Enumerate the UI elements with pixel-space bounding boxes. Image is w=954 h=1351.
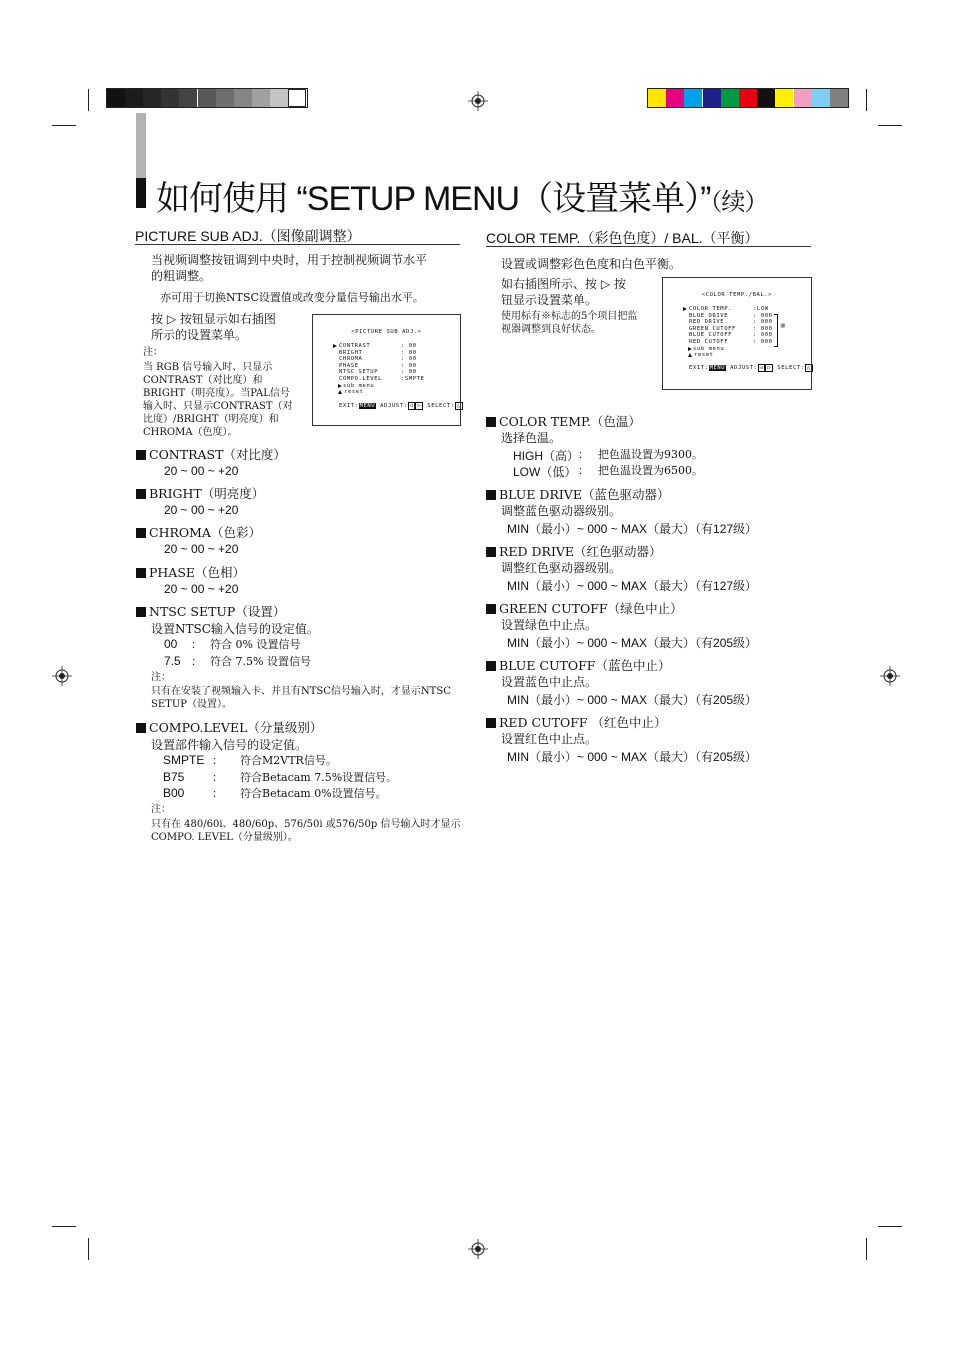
picture-sub-adj-menu-illustration [312,314,461,426]
option-key: SMPTE [163,753,205,767]
menu-row-value: :LOW [753,306,769,312]
press-instruction: 按 ▷ 按钮显示如右插图 [151,312,276,326]
footer-select-key: △ [456,403,461,409]
adjust-item [136,445,286,463]
option-value: 把色温设置为9300。 [598,448,703,461]
option-value: 符合Betacam 0%设置信号。 [240,787,387,800]
menu-row-label: COMPO.LEVEL [339,376,383,382]
item-desc: 设置部件输入信号的设定值。 [151,738,308,752]
adjust-item [136,563,245,581]
menu-footer [339,402,463,410]
bullet-square-icon [136,489,146,499]
item-range: MIN（最小）~ 000 ~ MAX（最大）（有205级） [507,693,758,707]
option-key: 7.5 [164,654,181,668]
menu-row-value: : 00 [401,362,417,369]
cursor-arrow-icon [683,307,687,311]
side-tab [136,113,146,179]
footer-exit-label: EXIT: [689,365,709,371]
item-range: MIN（最小）~ 000 ~ MAX（最大）（有127级） [507,579,758,593]
item-ntsc-setup [136,602,285,620]
note-text: COMPO. LEVEL（分量级别）。 [151,832,298,843]
menu-row-value: : 00 [401,343,417,349]
item-name: BRIGHT（明亮度） [149,486,265,501]
option-value: 把色温设置为6500。 [598,464,703,477]
reset-triangle-icon [338,390,342,394]
note-label: 注： [151,804,171,815]
item-desc: 设置蓝色中止点。 [501,675,598,689]
menu-row-value: :SMPTE [401,376,425,382]
note-text: 只有在 480/60i、480/60p、576/50i 或576/50p 信号输入时才显示 [151,819,461,830]
page-title [156,171,767,220]
note-label: 注： [151,672,171,683]
item-desc: 调整红色驱动器级别。 [501,561,622,575]
registration-mark-icon [468,1239,488,1259]
note-line: 输入时、只显示CONTRAST（对 [143,401,293,412]
adjust-item [136,523,261,541]
footer-select-label: SELECT: [777,365,805,371]
press-instruction: 所示的设置菜单。 [151,328,248,342]
menu-row-label: RED CUTOFF [689,339,729,345]
menu-row-value: : 000 [753,332,773,339]
bullet-square-icon [486,547,496,557]
bullet-square-icon [136,450,146,460]
item-name: COMPO.LEVEL（分量级别） [149,720,323,735]
option-separator: ： [578,464,589,477]
item-name: PHASE（色相） [149,565,246,580]
footer-left-key: ◁ [409,403,414,409]
section-rule [135,244,460,245]
menu-row-label: RED DRIVE [689,319,725,326]
option-key: B00 [163,786,185,800]
item-range: 20 ~ 00 ~ +20 [164,503,239,517]
option-key: B75 [163,769,185,784]
item-range: 20 ~ 00 ~ +20 [164,542,239,556]
adjust-item [486,485,669,503]
menu-row-label: COLOR TEMP. [689,306,733,312]
option-key: LOW（低） [513,465,577,479]
menu-row-value: : 00 [401,349,417,356]
adjust-item [486,542,662,560]
note-text: 使用标有※标志的5个项目把监 [501,311,638,322]
intro-note: 亦可用于切换NTSC设置值或改变分量信号输出水平。 [160,291,424,304]
bracket [774,314,778,347]
registration-mark-icon [468,91,488,111]
note-line: 比度）/BRIGHT（明亮度）和 [143,414,279,425]
submenu-arrow-icon [338,384,342,388]
section-heading-picture-sub-adj: PICTURE SUB ADJ.（图像副调整） [135,228,361,244]
note-line: CHROMA（色度）。 [143,427,238,438]
item-desc: 设置绿色中止点。 [501,618,598,632]
option-value: 符合M2VTR信号。 [240,754,337,767]
note-label: 注： [143,347,163,358]
asterisk-mark-icon: ※ [780,321,787,330]
note-text: 只有在安装了视频输入卡、并且有NTSC信号输入时，才显示NTSC [151,686,451,697]
intro-line: 当视频调整按钮调到中央时，用于控制视频调节水平 [151,253,428,267]
note-text: SETUP（设置）。 [151,699,232,710]
option-value: 符合 7.5% 设置信号 [210,655,311,668]
item-name: COLOR TEMP.（色温） [499,414,641,429]
bullet-square-icon [486,661,496,671]
footer-left-key: ◁ [759,365,764,371]
option-separator: ： [191,638,202,651]
option-separator: ： [212,754,223,767]
menu-row-value: : 00 [401,369,417,376]
item-color-temp [486,412,641,430]
menu-row-value: : 00 [401,356,417,363]
menu-submenu: sub menu [343,382,375,389]
item-range: 20 ~ 00 ~ +20 [164,464,239,478]
bullet-square-icon [486,718,496,728]
page-title-main: 如何使用 “SETUP MENU（设置菜单）” [156,180,711,218]
menu-row-value: : 000 [753,325,773,332]
menu-title: <PICTURE SUB ADJ.> [351,329,422,335]
bullet-square-icon [486,490,496,500]
footer-adjust-label: ADJUST: [730,365,758,371]
item-range: MIN（最小）~ 000 ~ MAX（最大）（有205级） [507,750,758,764]
note-line: CONTRAST（对比度）和 [143,375,263,386]
press-instruction: 钮显示设置菜单。 [501,293,598,307]
adjust-item [486,656,670,674]
intro-line: 的粗调整。 [151,269,212,283]
item-name: CHROMA（色彩） [149,525,261,540]
bullet-square-icon [136,607,146,617]
cursor-arrow-icon [333,344,337,348]
menu-row-label: BRIGHT [339,349,363,356]
menu-row-label: BLUE CUTOFF [689,332,733,339]
menu-row-label: BLUE DRIVE [689,312,729,319]
bullet-square-icon [136,568,146,578]
menu-submenu: sub menu [693,345,725,352]
option-separator: ： [578,448,589,461]
item-name: RED DRIVE（红色驱动器） [499,544,662,559]
item-desc: 调整蓝色驱动器级别。 [501,504,622,518]
menu-reset: reset [694,352,714,359]
adjust-item [136,484,264,502]
bullet-square-icon [486,417,496,427]
menu-footer [689,364,813,372]
title-marker [136,178,146,208]
menu-row-value: : 000 [753,319,773,326]
menu-row-label: PHASE [339,362,359,369]
option-separator: ： [212,787,223,800]
footer-adjust-label: ADJUST: [380,403,408,409]
registration-mark-icon [52,666,72,686]
item-name: GREEN CUTOFF（绿色中止） [499,601,683,616]
bullet-square-icon [486,604,496,614]
note-line: BRIGHT（明亮度）。当PAL信号 [143,388,290,399]
option-key: HIGH（高） [513,449,580,463]
option-value: 符合Betacam 7.5%设置信号。 [240,770,398,784]
option-separator: ： [212,770,223,784]
item-name: NTSC SETUP（设置） [149,604,286,619]
item-range: 20 ~ 00 ~ +20 [164,582,239,596]
intro-line: 设置或调整彩色色度和白色平衡。 [501,257,682,271]
section-heading-color-temp: COLOR TEMP.（彩色色度）/ BAL.（平衡） [486,230,759,246]
item-compo-level [136,718,322,736]
adjust-item [486,713,667,731]
gray-bar-border [106,88,308,108]
bullet-square-icon [136,723,146,733]
item-range: MIN（最小）~ 000 ~ MAX（最大）（有127级） [507,522,758,536]
footer-menu-key: MENU [359,403,376,409]
footer-select-key: △ [806,365,811,371]
option-separator: ： [191,655,202,668]
menu-row-label: CHROMA [339,356,363,363]
page-title-tail: （续） [710,189,768,216]
footer-right-key: ▷ [767,365,772,371]
color-temp-menu-illustration [662,277,812,390]
item-desc: 设置NTSC输入信号的设定值。 [151,622,319,636]
item-name: CONTRAST（对比度） [149,447,286,462]
footer-menu-key: MENU [709,365,726,371]
registration-mark-icon [880,666,900,686]
menu-title: <COLOR TEMP./BAL.> [701,292,773,298]
option-key: 00 [164,637,178,651]
menu-row-label: CONTRAST [339,343,371,349]
menu-row-value: : 000 [753,339,773,345]
bullet-square-icon [136,528,146,538]
menu-row-label: GREEN CUTOFF [689,325,736,332]
footer-select-label: SELECT: [427,403,455,409]
footer-exit-label: EXIT: [339,403,359,409]
press-instruction: 如右插图所示、按 ▷ 按 [501,277,626,291]
submenu-arrow-icon [688,347,692,351]
menu-row-value: : 000 [753,312,773,319]
reset-triangle-icon [688,353,692,357]
item-name: BLUE DRIVE（蓝色驱动器） [499,487,670,502]
note-text: 视器调整到良好状态。 [501,324,601,335]
menu-row-label: NTSC SETUP [339,369,379,376]
color-bar-border [647,88,849,108]
menu-reset: reset [344,389,364,396]
adjust-item [486,599,683,617]
item-range: MIN（最小）~ 000 ~ MAX（最大）（有205级） [507,636,758,650]
item-name: RED CUTOFF （红色中止） [499,715,667,730]
section-rule [486,246,811,247]
item-name: BLUE CUTOFF（蓝色中止） [499,658,671,673]
footer-right-key: ▷ [417,403,422,409]
item-desc: 设置红色中止点。 [501,732,598,746]
option-value: 符合 0% 设置信号 [210,638,301,651]
note-line: 当 RGB 信号输入时、只显示 [143,362,273,373]
item-desc: 选择色温。 [501,431,562,445]
